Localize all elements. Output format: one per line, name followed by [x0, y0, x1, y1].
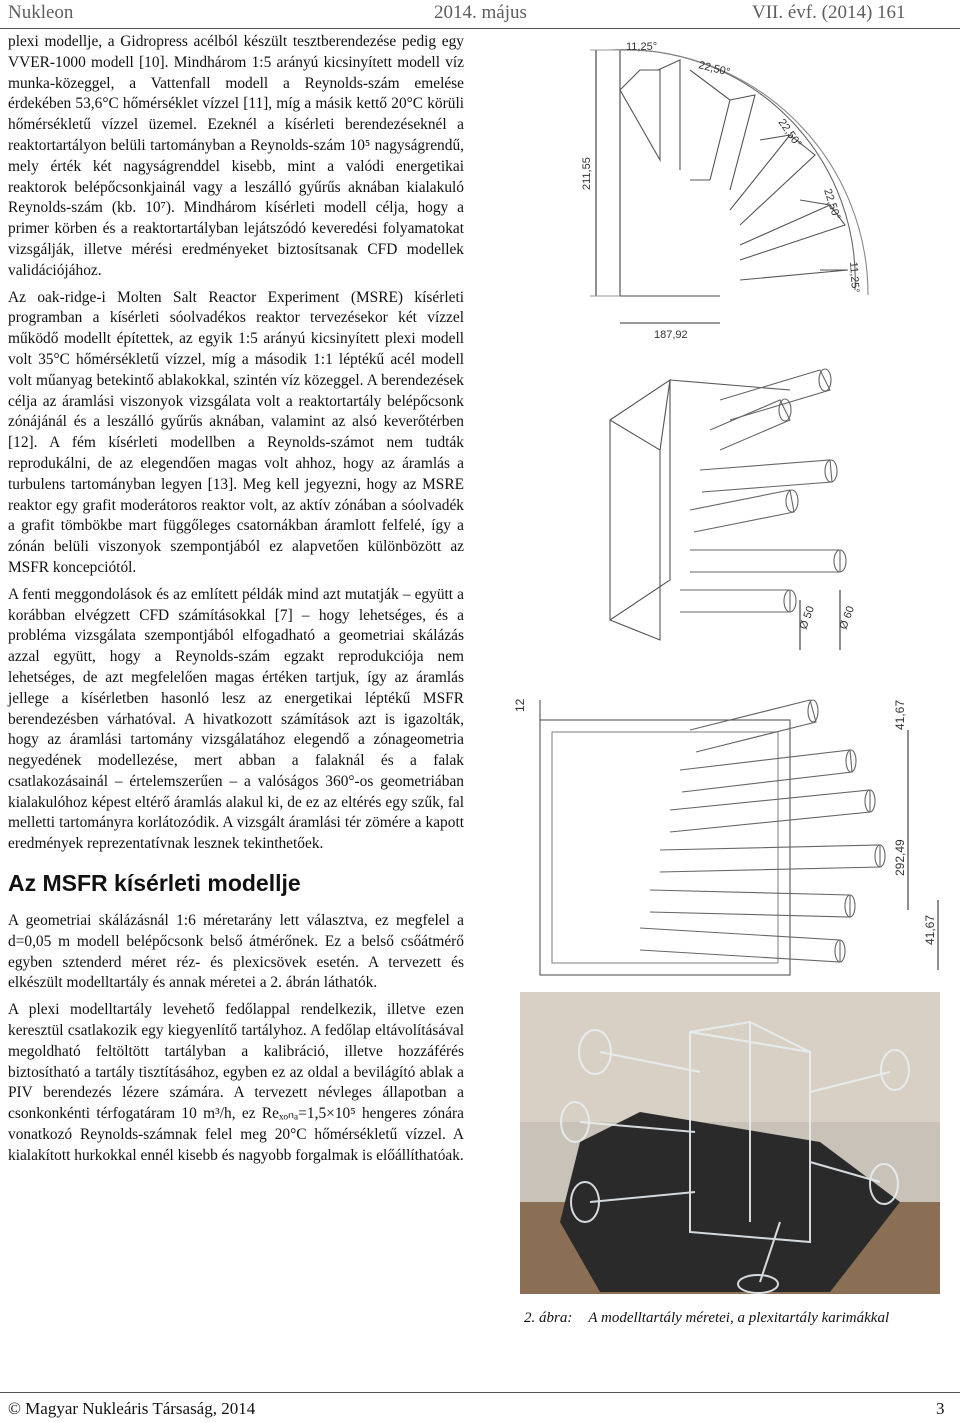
paragraph-4: A geometriai skálázásnál 1:6 méretarány lett választva, ez megfelel a d=0,05 m modell belépőcsonk belső átmérőnek. Ez a belső csőátmérő egyben sztenderd méret réz- és plexicsövek esetén. A tervezett és elkészült modelltartály és annak méretei a 2. ábrán láthatók.	[8, 912, 464, 992]
page-footer	[0, 1392, 960, 1423]
copyright: © Magyar Nukleáris Társaság, 2014	[8, 1399, 256, 1418]
text-column	[8, 32, 464, 1173]
angle-label-5: 11,25°	[847, 261, 862, 294]
side-view-drawing	[510, 680, 950, 985]
angle-label-1: 11,25°	[626, 41, 658, 53]
section-heading: Az MSFR kísérleti modellje	[8, 870, 301, 897]
paragraph-3: A fenti meggondolások és az említett példák mind azt mutatják – együtt a korábban elvégzett CFD számításokkal [7] – hogy lehetséges, és a probléma vizsgálata szempontjából elfogadható a geometriai skálázás azzal együtt, hogy a Reynolds-szám egzakt reprodukciója nem lehetséges, de azt megfelelően magas értéken tartjuk, így az áramlás jellege a kísérletben hasonló lesz az energetikai léptékű MSFR berendezésben várhatóval. A hivatkozott számítások azt is igazolták, hogy az áramlási tartomány vizsgálatához elegendő a zónageometria negyedének modellezése, mert abban a falaknál és a falak csatlakozásainál – értelemszerűen – a valóságos 360°-os geometriában kialakulóhoz képest eltérő áramlás alakul ki, de ez az eltérés egy szűk, fal melletti tartományra korlátozódik. A vizsgált áramlási tér zömére a kapott eredmények reprezentatívnak lesznek tekinthetőek.	[8, 585, 464, 853]
caption-number: 2. ábra:	[524, 1310, 573, 1326]
dim-292: 292,49	[893, 839, 907, 876]
width-dimension: 187,92	[654, 329, 688, 340]
volume-info: VII. évf. (2014) 161	[752, 2, 906, 23]
dim-41-top: 41,67	[893, 699, 907, 730]
angle-label-3: 22,50°	[775, 116, 804, 150]
model-photo	[520, 992, 940, 1294]
angle-label-2: 22,50°	[697, 59, 732, 79]
diameter-60-label: Ø 60	[837, 604, 857, 632]
page-header	[0, 0, 960, 29]
diameter-50-label: Ø 50	[797, 604, 817, 632]
figure-caption	[524, 1310, 905, 1327]
angle-label-4: 22,50°	[821, 187, 843, 222]
page-number: 3	[936, 1399, 945, 1418]
paragraph-2: Az oak-ridge-i Molten Salt Reactor Experiment (MSRE) kísérleti programban a kísérleti sóolvadékos reaktor tervezésekor két vízzel működő modellt építettek, az egyik 1:5 arányú kicsinyített plexi modell volt 35°C hőmérsékletű vízzel, míg a második 1:1 léptékű acél modell volt műanyag betekintő ablakokkal, szintén víz közeggel. A berendezések célja az áramlási viszonyok vizsgálata volt a reaktortartály belépőcsonk zónájánál és a leszálló gyűrűs aknában, valamint az alsó keverőtérben [12]. A fém kísérleti modellben a Reynolds-számot nem tudták reprodukálni, de az elegendően magas volt ahhoz, hogy az áramlás a turbulens tartományban legyen [13]. Meg kell jegyezni, hogy az MSRE reaktor egy grafit moderátoros reaktor volt, az aktív zónában a sóolvadék a grafit tömbökbe mart függőleges csatornákban áramlott felfelé, így a zónán belüli viszonyok szempontjából ez alapvetően különbözött az MSFR koncepciótól.	[8, 288, 464, 576]
journal-name: Nukleon	[8, 2, 74, 23]
isometric-drawing	[590, 360, 890, 660]
caption-text: A modelltartály méretei, a plexitartály karimákkal	[588, 1310, 890, 1326]
top-view-drawing	[580, 40, 900, 340]
issue-date: 2014. május	[434, 2, 527, 23]
height-dimension: 211,55	[581, 157, 593, 190]
dim-12: 12	[513, 698, 527, 712]
paragraph-5: A plexi modelltartály levehető fedőlappal rendelkezik, illetve ezen keresztül csatlakozik egy kiegyenlítő tartályhoz. A fedőlap eltávolításával megoldható feltöltött tartályban a kalibráció, illetve hozzáférés biztosítható a tartály tisztításához, egyben ez az oldal a bevilágító ablak a PIV berendezés lézere számára. A tervezett névleges állapotban a csonkonkénti térfogatáram 10 m³/h, ez Reₓₒₙₐ=1,5×10⁵ hengeres zónára vonatkozó Reynolds-számnak felel meg 20°C hőmérsékletű vízzel. A kialakított hurkokkal ennél kisebb és nagyobb forgalmak is előállíthatóak.	[8, 1001, 464, 1164]
paragraph-1: plexi modellje, a Gidropress acélból készült tesztberendezése pedig egy VVER-1000 modell [10]. Mindhárom 1:5 arányú kicsinyített modell víz munka-közeggel, a Vattenfall modell a Reynolds-szám emelése érdekében 53,6°C hőmérséklet vízzel [11], míg a másik kettő 20°C körüli hőmérsékletű vízzel üzemel. Ezeknél a kísérleti berendezéseknél a reaktortartályon belüli tartományban a Reynolds-szám 10⁵ nagyságrendű, mely érték két nagyságrenddel kisebb, mint a valódi energetikai reaktorok belépőcsonkjainál vagy a leszálló gyűrűs aknában kialakuló Reynolds-szám (kb. 10⁷). Mindhárom kísérleti modell célja, hogy a primer körben és a reaktortartályban lejátszódó keveredési folyamatokat vizsgálják, illetve mérési eredményeket biztosítsanak CFD modellek validációjához.	[8, 33, 464, 279]
dim-41-bottom: 41,67	[923, 914, 937, 945]
